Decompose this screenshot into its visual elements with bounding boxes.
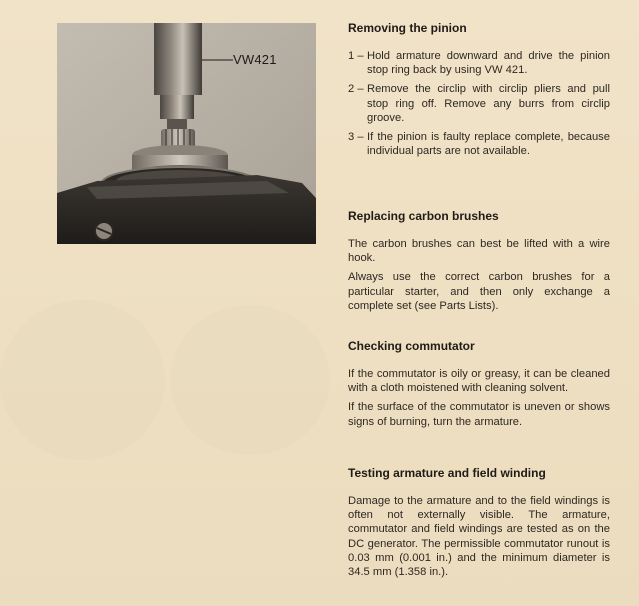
paragraph: The carbon brushes can best be lifted with a wire hook.	[348, 238, 610, 265]
section-heading: Removing the pinion	[348, 21, 467, 35]
section-carbon-brushes	[348, 209, 610, 223]
step-text: Remove the circlip with circlip pliers and pull stop ring off. Remove any burrs from circlip groove.	[367, 83, 610, 124]
section-testing-armature	[348, 466, 610, 480]
photo-illustration	[57, 23, 316, 244]
brushes-body	[348, 237, 610, 313]
paragraph: If the commutator is oily or greasy, it can be cleaned with a cloth moistened with cleaning solvent.	[348, 368, 610, 395]
pinion-tool-photo	[57, 23, 316, 244]
section-checking-commutator	[348, 339, 610, 353]
list-item	[348, 82, 610, 125]
tool-callout-label: VW421	[233, 52, 277, 67]
steps-list	[348, 49, 610, 163]
armature-body	[348, 494, 610, 579]
step-number: 2 –	[348, 83, 364, 96]
section-removing-pinion	[348, 21, 610, 35]
section-heading: Checking commutator	[348, 339, 475, 353]
step-number: 1 –	[348, 50, 364, 62]
section-heading: Testing armature and field winding	[348, 466, 546, 480]
step-text: If the pinion is faulty replace complete, because individual parts are not available.	[367, 131, 610, 158]
bleed-through-shape	[170, 305, 330, 455]
paragraph: If the surface of the commutator is uneven or shows signs of burning, turn the armature.	[348, 401, 610, 428]
paragraph: Always use the correct carbon brushes for a particular starter, and then only exchange a complete set (see Parts Lists).	[348, 271, 610, 312]
paragraph: Damage to the armature and to the field windings is often not externally visible. The armature, commutator and field windings are tested as on the DC generator. The permissible commutator runout is 0.03 mm (0.001 in.) and the minimum diameter is 34.5 mm (1.358 in.).	[348, 495, 610, 579]
section-heading: Replacing carbon brushes	[348, 209, 499, 223]
commutator-body	[348, 367, 610, 429]
bleed-through-shape	[0, 300, 165, 460]
step-text: Hold armature downward and drive the pinion stop ring back by using VW 421.	[367, 50, 610, 77]
step-number: 3 –	[348, 131, 364, 144]
list-item	[348, 49, 610, 77]
list-item	[348, 130, 610, 158]
